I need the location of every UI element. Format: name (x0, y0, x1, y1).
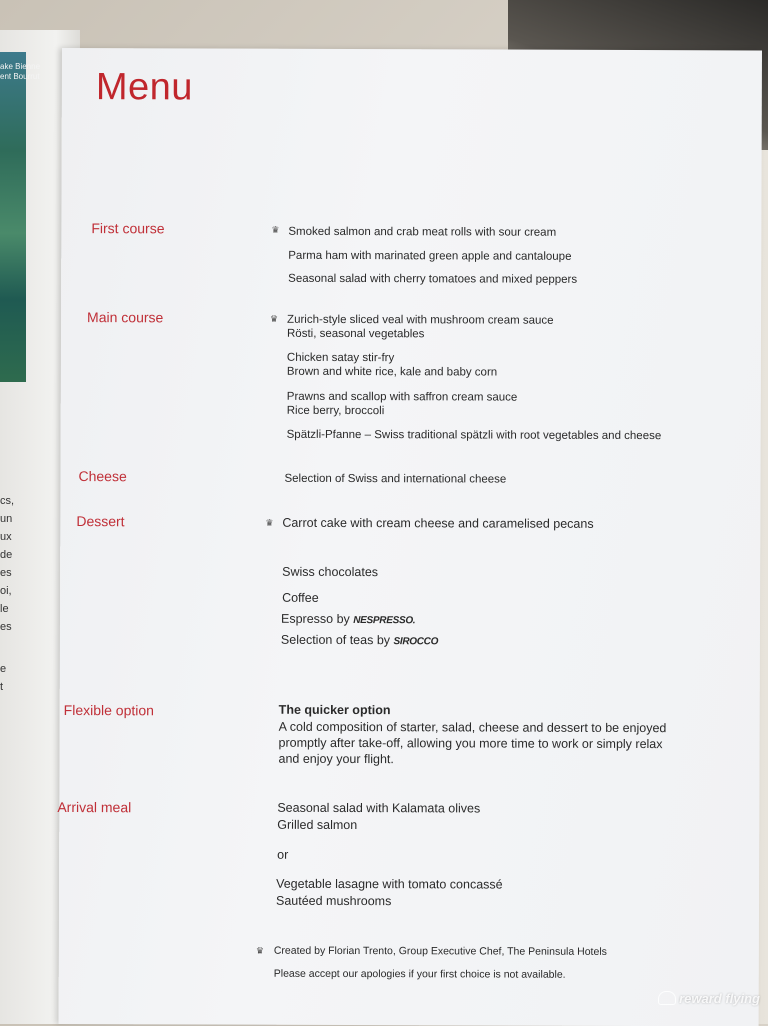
left-page-photo (0, 52, 41, 382)
menu-item: Parma ham with marinated green apple and cantaloupe (288, 249, 572, 263)
sirocco-logo: SIROCCO (393, 636, 439, 648)
flexible-description-line: A cold composition of starter, salad, cheese and dessert to be enjoyed (278, 719, 667, 736)
left-text-fragment: ux (0, 531, 12, 543)
arrival-item: Seasonal salad with Kalamata olives (277, 800, 481, 816)
left-text-fragment: e (0, 663, 7, 675)
menu-item: Smoked salmon and crab meat rolls with sour cream (288, 225, 557, 239)
photo-caption: ake Bienne ent Bourrut (0, 62, 41, 81)
left-text-fragment: cs, (0, 495, 15, 507)
chef-credit: Created by Florian Trento, Group Executive Chef, The Peninsula Hotels (273, 944, 607, 958)
section-label-arrival-meal: Arrival meal (57, 798, 132, 816)
left-text-fragment: es (0, 567, 12, 579)
section-label-dessert: Dessert (76, 513, 125, 530)
menu-item: Prawns and scallop with saffron cream sauce (286, 390, 518, 404)
left-text-fragment: t (0, 681, 4, 693)
menu-item: Seasonal salad with cherry tomatoes and mixed peppers (288, 272, 578, 286)
page-title: Menu (95, 66, 193, 109)
apology-note: Please accept our apologies if your first choice is not available. (273, 967, 566, 981)
chef-hat-icon: ♛ (255, 945, 264, 956)
espresso-label: Espresso by (280, 611, 350, 627)
teas-label: Selection of teas by (280, 632, 391, 648)
section-label-first-course: First course (91, 220, 165, 237)
left-text-fragment: de (0, 549, 13, 561)
left-text-fragment: es (0, 621, 12, 633)
menu-page (59, 48, 762, 1026)
menu-item: Chicken satay stir-fry (286, 351, 395, 365)
arrival-or: or (277, 847, 289, 862)
menu-item: Selection of Swiss and international cheese (284, 472, 507, 486)
left-text-fragment: le (0, 603, 9, 615)
left-text-fragment: un (0, 513, 13, 525)
extra-item-coffee: Coffee (282, 590, 319, 605)
section-label-main-course: Main course (87, 309, 164, 326)
arrival-item: Vegetable lasagne with tomato concassé (276, 876, 503, 892)
extra-item-espresso (281, 611, 415, 629)
section-label-cheese: Cheese (78, 468, 127, 485)
menu-item-side: Brown and white rice, kale and baby corn (286, 365, 498, 379)
left-text-fragment: oi, (0, 585, 12, 597)
chef-hat-icon: ♛ (265, 517, 274, 528)
menu-item: Carrot cake with cream cheese and caramelised pecans (282, 515, 594, 531)
flexible-description-line: and enjoy your flight. (278, 751, 394, 767)
nespresso-logo: NESPRESSO. (353, 615, 416, 627)
menu-item-side: Rice berry, broccoli (286, 404, 385, 418)
chef-hat-icon: ♛ (270, 313, 279, 324)
flexible-heading: The quicker option (278, 702, 391, 718)
watermark (658, 991, 760, 1006)
menu-item: Zurich-style sliced veal with mushroom cream sauce (287, 313, 554, 327)
flexible-description-line: promptly after take-off, allowing you more time to work or simply relax (278, 735, 663, 752)
extra-item-teas (281, 632, 438, 651)
arrival-item: Grilled salmon (277, 817, 358, 833)
menu-item: Spätzli-Pfanne – Swiss traditional spätzli with root vegetables and cheese (286, 428, 662, 443)
section-label-flexible-option: Flexible option (63, 702, 154, 719)
arrival-item: Sautéed mushrooms (276, 893, 392, 909)
watermark-text: reward flying (679, 991, 760, 1006)
extra-item-chocolates: Swiss chocolates (282, 564, 379, 580)
chef-hat-icon: ♛ (271, 224, 280, 235)
menu-item-side: Rösti, seasonal vegetables (286, 327, 425, 341)
bird-icon (658, 991, 676, 1005)
